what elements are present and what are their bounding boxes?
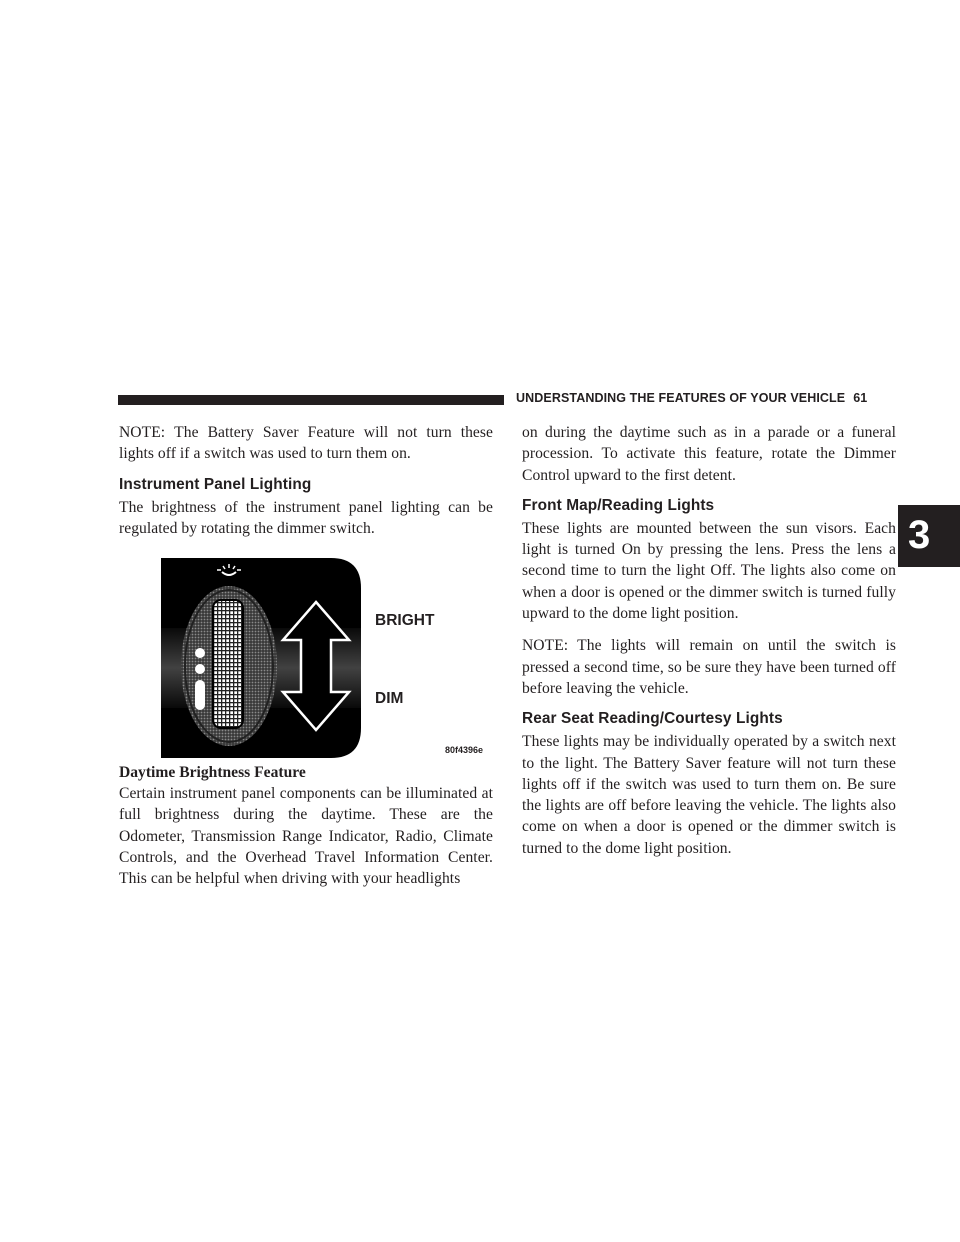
figure-label-bright: BRIGHT [375, 612, 435, 630]
section-heading-front-map-reading-lights: Front Map/Reading Lights [522, 496, 715, 514]
daytime-brightness-text: Certain instrument panel components can be illuminated at full brightness during the daytime. These are the Odometer, Transmission Range Indicator, Radio, Climate Controls, and the Overhead Travel Information Center. This can be helpful when driving with your headlights [119, 785, 493, 888]
note-label-2: NOTE: [522, 637, 569, 655]
right-column [522, 422, 896, 859]
dimmer-switch-figure [119, 558, 493, 758]
chapter-number: 3 [908, 513, 931, 557]
section-heading-instrument-panel-lighting: Instrument Panel Lighting [119, 475, 312, 493]
continued-text: on during the daytime such as in a parade or a funeral procession. To activate this feature, rotate the Dimmer Control upward to the first detent. [522, 424, 896, 484]
front-map-reading-lights-text: These lights are mounted between the sun visors. Each light is turned On by pressing the lens. Press the lens a second time to turn the light Off. The lights also come on when a door is opened or the dimmer switch is turned fully upward to the dome light position. [522, 519, 896, 623]
dimmer-switch-illustration [161, 558, 361, 758]
note-label: NOTE: [119, 424, 166, 441]
figure-label-dim: DIM [375, 690, 404, 708]
instrument-panel-lighting-text: The brightness of the instrument panel lighting can be regulated by rotating the dimmer switch. [119, 498, 493, 537]
running-header [516, 391, 867, 405]
chapter-tab [898, 505, 960, 567]
rear-seat-reading-lights-text: These lights may be individually operated by a switch next to the light. The Battery Saver feature will not turn these lights off if the switch was used to turn them on. Be sure the lights are off before leaving the vehicle. The lights also come on when a door is opened or the dimmer switch is turned to the dome light position. [522, 733, 896, 857]
header-title: UNDERSTANDING THE FEATURES OF YOUR VEHICLE [516, 391, 846, 405]
note-text: The Battery Saver Feature will not turn these lights off if a switch was used to turn them on. [119, 424, 493, 463]
page-number: 61 [853, 391, 868, 405]
subsection-heading-daytime-brightness: Daytime Brightness Feature [119, 764, 306, 782]
header-rule [118, 395, 504, 405]
note-paragraph [119, 422, 493, 465]
left-column [119, 422, 493, 890]
section-heading-rear-seat-reading-lights: Rear Seat Reading/Courtesy Lights [522, 710, 783, 728]
note-text-2: The lights will remain on until the switch is pressed a second time, so be sure they have been turned off before leaving the vehicle. [522, 637, 896, 697]
note-paragraph-2 [522, 635, 896, 699]
figure-code: 80f4396e [445, 745, 484, 756]
